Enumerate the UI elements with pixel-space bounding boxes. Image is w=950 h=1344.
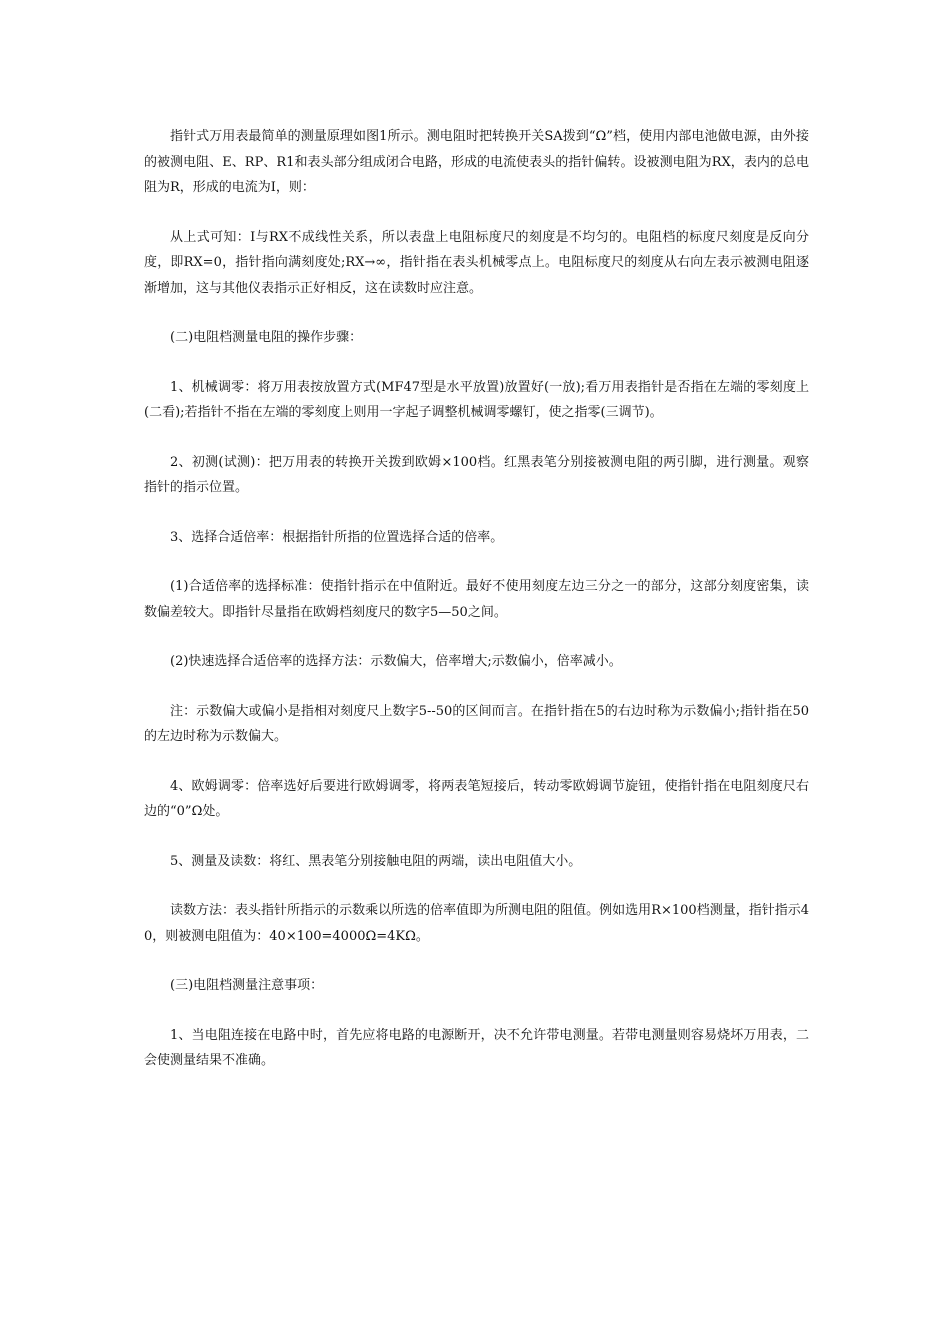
paragraph-step-4-ohm-zero: 4、欧姆调零：倍率选好后要进行欧姆调零，将两表笔短接后，转动零欧姆调节旋钮，使指针指在电阻刻度尺右边的“0”Ω处。 bbox=[144, 778, 809, 819]
paragraph-measurement-principle: 指针式万用表最简单的测量原理如图1所示。测电阻时把转换开关SA拨到“Ω”档，使用内部电池做电源，由外接的被测电阻、E、RP、R1和表头部分组成闭合电路，形成的电流使表头的指针偏转。设被测电阻为RX，表内的总电阻为R，形成的电流为I，则： bbox=[144, 129, 809, 195]
document-body bbox=[144, 124, 809, 1098]
paragraph-scale-nonlinear: 从上式可知：I与RX不成线性关系，所以表盘上电阻标度尺的刻度是不均匀的。电阻档的标度尺刻度是反向分度，即RX=0，指针指向满刻度处;RX→∞，指针指在表头机械零点上。电阻标度尺的刻度从右向左表示被测电阻逐渐增加，这与其他仪表指示正好相反，这在读数时应注意。 bbox=[144, 229, 809, 296]
paragraph-step-3-select-range: 3、选择合适倍率：根据指针所指的位置选择合适的倍率。 bbox=[170, 529, 504, 545]
section-heading-precautions: (三)电阻档测量注意事项： bbox=[170, 978, 324, 993]
paragraph-reading-method: 读数方法：表头指针所指示的示数乘以所选的倍率值即为所测电阻的阻值。例如选用R×100档测量，指针指示40，则被测电阻值为：40×100=4000Ω=4KΩ。 bbox=[144, 903, 809, 944]
paragraph-step-5-measure-read: 5、测量及读数：将红、黑表笔分别接触电阻的两端，读出电阻值大小。 bbox=[170, 853, 582, 869]
paragraph-precaution-1: 1、当电阻连接在电路中时，首先应将电路的电源断开，决不允许带电测量。若带电测量则容易烧坏万用表，二会使测量结果不准确。 bbox=[144, 1027, 809, 1068]
paragraph-step-1-mechanical-zero: 1、机械调零：将万用表按放置方式(MF47型是水平放置)放置好(一放);看万用表指针是否指在左端的零刻度上(二看);若指针不指在左端的零刻度上则用一字起子调整机械调零螺钉，使之指零(三调节)。 bbox=[144, 379, 809, 420]
paragraph-note: 注：示数偏大或偏小是指相对刻度尺上数字5--50的区间而言。在指针指在5的右边时称为示数偏小;指针指在50的左边时称为示数偏大。 bbox=[144, 703, 809, 744]
paragraph-range-criteria: (1)合适倍率的选择标准：使指针指示在中值附近。最好不使用刻度左边三分之一的部分，这部分刻度密集，读数偏差较大。即指针尽量指在欧姆档刻度尺的数字5—50之间。 bbox=[144, 579, 809, 620]
paragraph-quick-range-method: (2)快速选择合适倍率的选择方法：示数偏大，倍率增大;示数偏小，倍率减小。 bbox=[170, 654, 622, 669]
section-heading-operation-steps: (二)电阻档测量电阻的操作步骤： bbox=[170, 330, 363, 345]
paragraph-step-2-initial-test: 2、初测(试测)：把万用表的转换开关拨到欧姆×100档。红黑表笔分别接被测电阻的两引脚，进行测量。观察指针的指示位置。 bbox=[144, 454, 809, 495]
